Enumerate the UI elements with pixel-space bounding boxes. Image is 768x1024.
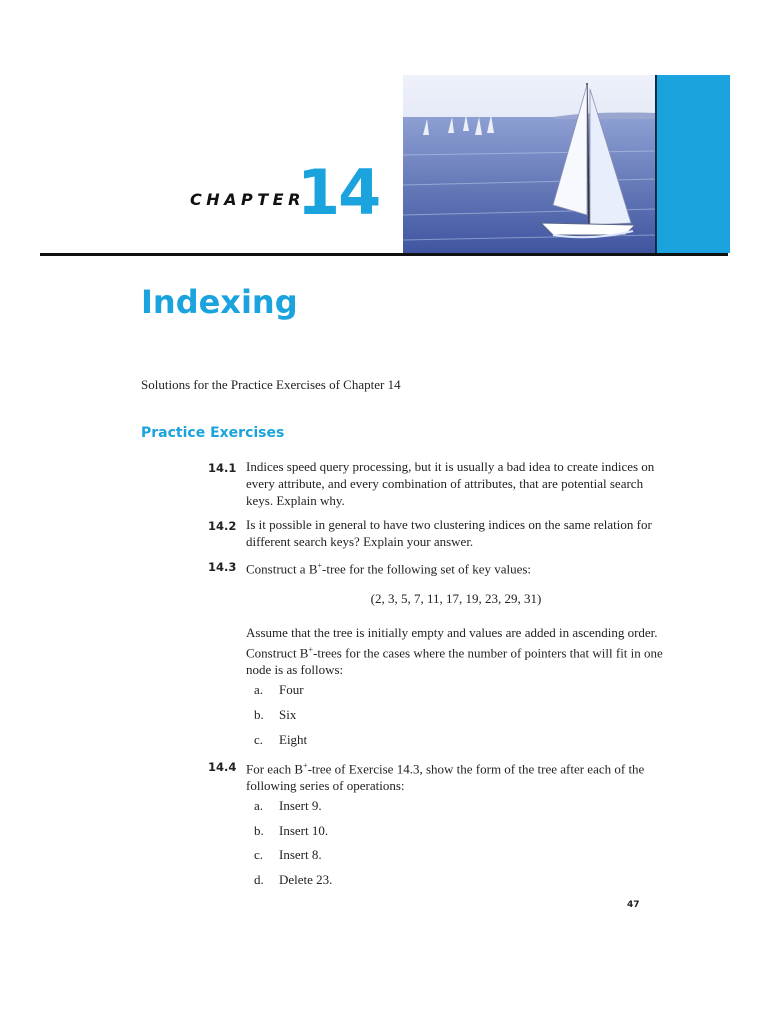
list-item: b. Six <box>254 707 297 722</box>
exercise-number: 14.4 <box>208 760 237 774</box>
key-values: (2, 3, 5, 7, 11, 17, 19, 23, 29, 31) <box>370 591 542 606</box>
exercise-paragraph: Assume that the tree is initially empty and values are added in ascending order. Construct B+-trees for the cases where the number of pointers that will fit in one node is as follows: <box>246 625 663 678</box>
exercise-text: Construct a B+-tree for the following set of key values: <box>246 561 532 577</box>
sailboat-illustration <box>403 75 655 253</box>
list-item: c. Eight <box>254 732 308 747</box>
list-item: c. Insert 8. <box>254 847 322 862</box>
chapter-label: CHAPTER <box>190 190 305 209</box>
list-item: a. Four <box>254 682 304 697</box>
exercise-14-4 <box>208 757 668 794</box>
exercise-14-1 <box>208 458 668 509</box>
header-rule <box>40 253 728 256</box>
list-item: a. Insert 9. <box>254 798 322 813</box>
exercise-text: For each B+-tree of Exercise 14.3, show the form of the tree after each of the following series of operations: <box>246 761 645 794</box>
list-item: b. Insert 10. <box>254 823 329 838</box>
exercise-number: 14.2 <box>208 519 237 533</box>
intro-text: Solutions for the Practice Exercises of Chapter 14 <box>141 377 401 392</box>
section-heading: Practice Exercises <box>141 425 285 441</box>
page-number: 47 <box>627 900 640 910</box>
chapter-title: Indexing <box>141 283 298 321</box>
chapter-number: 14 <box>297 156 380 229</box>
accent-block <box>655 75 730 253</box>
exercise-text: Is it possible in general to have two clustering indices on the same relation for different search keys? Explain your answer. <box>246 517 652 549</box>
exercise-number: 14.3 <box>208 560 237 574</box>
exercise-14-3 <box>208 557 668 577</box>
list-item: d. Delete 23. <box>254 872 333 887</box>
exercise-number: 14.1 <box>208 461 237 475</box>
sailboat-photo <box>403 75 655 253</box>
exercise-14-2 <box>208 516 668 550</box>
exercise-text: Indices speed query processing, but it is usually a bad idea to create indices on every attribute, and every combination of attributes, that are potential search keys. Explain why. <box>246 459 655 508</box>
